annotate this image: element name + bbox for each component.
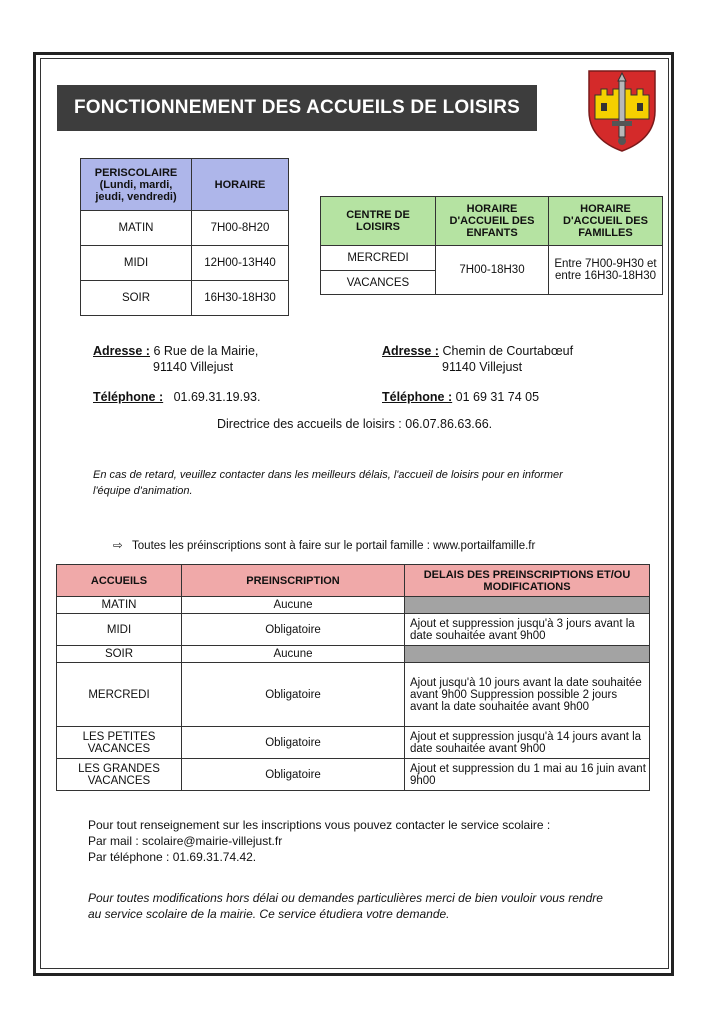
centre-header: CENTRE DE LOISIRS <box>321 197 436 246</box>
contact-right <box>382 343 642 405</box>
preinscription-header: PREINSCRIPTION <box>182 565 405 597</box>
preinscription-value: Aucune <box>182 646 405 663</box>
delais-header: DELAIS DES PREINSCRIPTIONS ET/OU MODIFICATIONS <box>405 565 650 597</box>
delai-empty <box>405 646 650 663</box>
periscolaire-row-label: MIDI <box>81 246 192 281</box>
centre-row-label: VACANCES <box>321 271 436 295</box>
familles-horaire: Entre 7H00-9H30 et entre 16H30-18H30 <box>549 246 663 295</box>
preinscription-value: Obligatoire <box>182 727 405 759</box>
contact-left <box>93 343 333 405</box>
inscriptions-table <box>56 564 650 791</box>
delai-value: Ajout et suppression jusqu'à 3 jours avant la date souhaitée avant 9h00 <box>405 614 650 646</box>
familles-header: HORAIRE D'ACCUEIL DES FAMILLES <box>549 197 663 246</box>
phone-number: 01.69.31.19.93. <box>173 390 261 404</box>
horaire-header: HORAIRE <box>192 159 289 211</box>
accueil-name: LES PETITES VACANCES <box>57 727 182 759</box>
delai-empty <box>405 597 650 614</box>
preinscription-value: Obligatoire <box>182 663 405 727</box>
preinscription-value: Aucune <box>182 597 405 614</box>
retard-note: En cas de retard, veuillez contacter dans les meilleurs délais, l'accueil de loisirs pour en informer l'équipe d'animation. <box>93 469 563 497</box>
renseignement-block <box>88 817 608 865</box>
address-line: 91140 Villejust <box>153 360 234 374</box>
villejust-crest-icon <box>587 69 657 153</box>
periscolaire-table <box>80 158 289 316</box>
periscolaire-row-value: 16H30-18H30 <box>192 281 289 316</box>
periscolaire-row-value: 12H00-13H40 <box>192 246 289 281</box>
directrice-phone: Directrice des accueils de loisirs : 06.07.86.63.66. <box>217 417 493 431</box>
address-line: 6 Rue de la Mairie, <box>153 344 259 358</box>
preinscription-value: Obligatoire <box>182 614 405 646</box>
periscolaire-row-value: 7H00-8H20 <box>192 211 289 246</box>
accueil-name: LES GRANDES VACANCES <box>57 759 182 791</box>
portail-text: Toutes les préinscriptions sont à faire sur le portail famille : www.portailfamille.fr <box>132 540 536 552</box>
periscolaire-row-label: MATIN <box>81 211 192 246</box>
delai-value: Ajout et suppression jusqu'à 14 jours avant la date souhaitée avant 9h00 <box>405 727 650 759</box>
final-note: Pour toutes modifications hors délai ou demandes particulières merci de bien vouloir vous rendre au service scolaire de la mairie. Ce service étudiera votre demande. <box>88 891 603 921</box>
phone-number: 01 69 31 74 05 <box>455 390 540 404</box>
address-label: Adresse : <box>382 344 439 358</box>
phone-label: Téléphone : <box>93 390 164 404</box>
centre-loisirs-table <box>320 196 663 295</box>
periscolaire-row-label: SOIR <box>81 281 192 316</box>
enfants-header: HORAIRE D'ACCUEIL DES ENFANTS <box>436 197 549 246</box>
delai-value: Ajout jusqu'à 10 jours avant la date souhaitée avant 9h00 Suppression possible 2 jours avant la date souhaitée avant 9h00 <box>405 663 650 727</box>
portail-note <box>113 538 535 554</box>
accueils-header: ACCUEILS <box>57 565 182 597</box>
accueil-name: MATIN <box>57 597 182 614</box>
preinscription-value: Obligatoire <box>182 759 405 791</box>
accueil-name: MERCREDI <box>57 663 182 727</box>
address-line: 91140 Villejust <box>442 360 523 374</box>
delai-value: Ajout et suppression du 1 mai au 16 juin avant 9h00 <box>405 759 650 791</box>
address-label: Adresse : <box>93 344 150 358</box>
arrow-right-icon: ⇨ <box>113 540 123 552</box>
renseignement-intro: Pour tout renseignement sur les inscriptions vous pouvez contacter le service scolaire : <box>88 818 551 832</box>
accueil-name: MIDI <box>57 614 182 646</box>
renseignement-phone: Par téléphone : 01.69.31.74.42. <box>88 850 257 864</box>
periscolaire-header: PERISCOLAIRE (Lundi, mardi, jeudi, vendredi) <box>81 159 192 211</box>
phone-label: Téléphone : <box>382 390 453 404</box>
enfants-horaire: 7H00-18H30 <box>436 246 549 295</box>
address-line: Chemin de Courtabœuf <box>442 344 574 358</box>
centre-row-label: MERCREDI <box>321 246 436 271</box>
page-title: FONCTIONNEMENT DES ACCUEILS DE LOISIRS <box>57 85 537 131</box>
renseignement-mail: Par mail : scolaire@mairie-villejust.fr <box>88 834 283 848</box>
accueil-name: SOIR <box>57 646 182 663</box>
